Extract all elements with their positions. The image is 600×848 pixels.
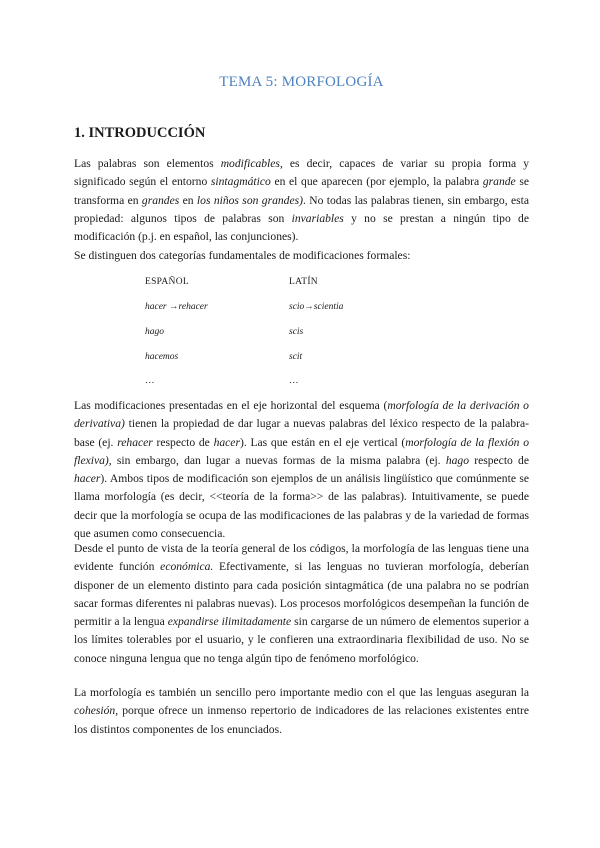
italic-term: expandirse ilimitadamente (167, 615, 292, 629)
table-cell-spanish: … (145, 376, 155, 386)
table-cell-latin: scit (289, 352, 303, 362)
text-span: en (179, 193, 197, 207)
text-span: , es decir, capaces de variar su propia forma y significado según el entorno (74, 157, 529, 189)
column-header-spanish: ESPAÑOL (145, 277, 189, 287)
italic-term: económica. (160, 560, 214, 574)
text-span: , porque ofrece un inmenso repertorio de indicadores de las relaciones existentes entre los distintos componentes de los enunciados. (74, 704, 529, 736)
italic-term: hacer (213, 435, 240, 449)
table-row (145, 352, 405, 366)
table-row (145, 327, 405, 341)
italic-term: cohesión (74, 704, 116, 718)
text-span: sin cargarse de un número de elementos superior a los límites tolerables por el usuario, y le confieren una extraordinaria flexibilidad de uso. No se conoce ninguna lengua que no tenga algún tipo de fenómeno morfológico. (74, 615, 529, 665)
paragraph-2: Se distinguen dos categorías fundamentales de modificaciones formales: (74, 249, 411, 262)
paragraph-5 (74, 684, 529, 739)
table-row (145, 376, 405, 390)
text-span: en el que aparecen (por ejemplo, la palabra (270, 175, 483, 189)
table-cell-spanish: hacemos (145, 352, 179, 362)
table-cell-latin: scio→scientia (289, 302, 344, 312)
italic-term: morfología de la derivación o derivativa) (74, 399, 529, 431)
italic-term: modificables (220, 157, 280, 170)
table-cell-latin: … (289, 376, 299, 386)
text-span: ). Las que están en el eje vertical ( (239, 435, 406, 449)
section-heading: 1. INTRODUCCIÓN (74, 125, 206, 141)
text-span: Las palabras son elementos (74, 157, 221, 170)
italic-term: hacer (74, 472, 101, 486)
text-span: ). Ambos tipos de modificación son ejemplos de un análisis lingüístico que comúnmente se llama morfología (es decir, <<teoría de la forma>> de las palabras). Intuitivamente, se puede decir que la morfología se ocupa de las modificaciones de las palabras y de la variedad de formas que asumen como consecuencia. (74, 472, 529, 541)
table-cell-latin: scis (289, 327, 304, 337)
paragraph-3 (74, 397, 529, 543)
italic-term: los niños son grandes) (196, 193, 303, 207)
italic-term: invariables (291, 211, 344, 225)
italic-term: morfología de la flexión o flexiva) (74, 435, 529, 467)
text-span: tienen la propiedad de dar lugar a nuevas palabras del léxico respecto de la palabra-base (ej. (74, 417, 529, 449)
italic-term: hago (445, 453, 469, 467)
text-span: , sin embargo, dan lugar a nuevas formas de la misma palabra (ej. (108, 453, 446, 467)
table-row (145, 302, 405, 316)
column-header-latin: LATÍN (289, 277, 318, 287)
table-cell-spanish: hago (145, 327, 164, 337)
page-title: TEMA 5: MORFOLOGÍA (219, 74, 384, 90)
table-header-row (145, 277, 405, 291)
italic-term: sintagmático (210, 175, 271, 189)
italic-term: grande (482, 175, 516, 189)
text-span: . No todas las palabras tienen, sin embargo, esta propiedad: algunos tipos de palabras son (74, 193, 529, 225)
text-span: Efectivamente, si las lenguas no tuvieran morfología, deberían disponer de un elemento distinto para cada posición sintagmática (de una palabra no se podrían sacar formas diferentes ni palabras nuevas). Los procesos morfológicos desempeñan la función de permitir a la lengua (74, 560, 529, 629)
text-span: Desde el punto de vista de la teoría general de los códigos, la morfología de las lenguas tiene una evidente función (74, 542, 529, 574)
text-span: respecto de (469, 453, 529, 467)
text-span: respecto de (152, 435, 214, 449)
text-span: y no se prestan a ningún tipo de modificación (p.j. en español, las conjunciones). (74, 211, 529, 244)
text-span: Las modificaciones presentadas en el eje horizontal del esquema ( (74, 399, 388, 412)
text-span: se transforma en (74, 175, 529, 207)
italic-term: rehacer (117, 435, 153, 449)
paragraph-1 (74, 155, 529, 246)
table-cell-spanish: hacer →rehacer (145, 302, 208, 312)
italic-term: grandes (141, 193, 180, 207)
text-span: La morfología es también un sencillo pero importante medio con el que las lenguas aseguran la (74, 686, 529, 699)
paragraph-4 (74, 540, 529, 668)
